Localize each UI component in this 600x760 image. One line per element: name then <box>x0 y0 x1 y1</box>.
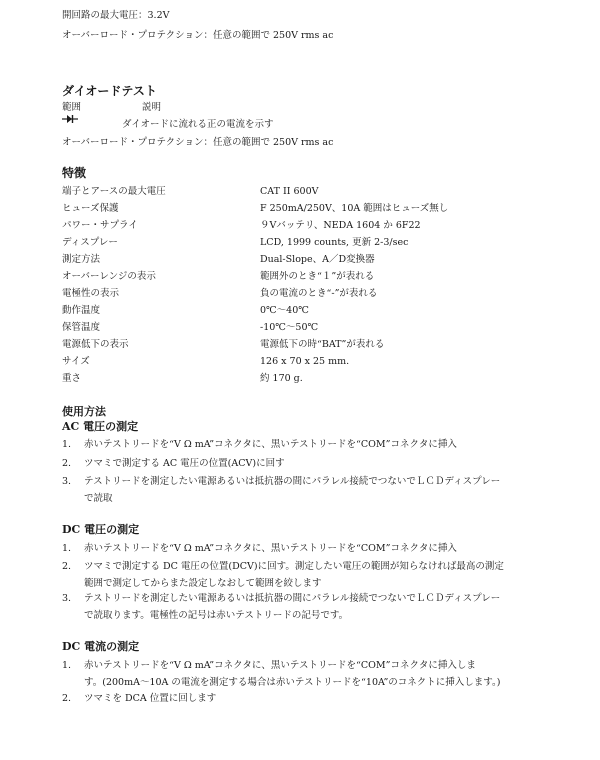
feature-label: オーバーレンジの表示 <box>62 271 156 282</box>
step-text: テストリードを測定したい電源あるいは抵抗器の間にパラレル接続でつないでＬＣＤディスプレー <box>84 476 501 487</box>
step-text: テストリードを測定したい電源あるいは抵抗器の間にパラレル接続でつないでＬＣＤディスプレー <box>84 593 501 604</box>
step-text: で読取ります。電極性の記号は赤いテストリードの記号です。 <box>84 609 349 621</box>
step-text: す。(200mA～10A の電流を測定する場合は赤いテストリードを“10A”のコネクトに挿入します。) <box>84 676 501 688</box>
step-text: 赤いテストリードを“V Ω mA”コネクタに、黒いテストリードを“COM”コネクタに挿入 <box>84 439 457 450</box>
feature-label: ヒューズ保護 <box>62 203 119 214</box>
feature-value: 範囲外のとき“１”が表れる <box>260 271 375 282</box>
feature-label: 端子とアースの最大電圧 <box>62 186 166 197</box>
feature-value: 126 x 70 x 25 mm. <box>260 356 350 367</box>
step-number: 2. <box>62 693 72 704</box>
feature-label: 重さ <box>62 373 82 384</box>
open-circuit-voltage: 開回路の最大電圧：3.2V <box>62 10 170 21</box>
feature-value: CAT II 600V <box>260 186 319 197</box>
feature-value: LCD, 1999 counts, 更新 2-3/sec <box>260 237 409 248</box>
dc-voltage-heading: DC 電圧の測定 <box>62 523 140 536</box>
feature-label: サイズ <box>62 356 90 367</box>
step-number: 1. <box>62 439 72 450</box>
step-text: 赤いテストリードを“V Ω mA”コネクタに、黒いテストリードを“COM”コネクタに挿入しま <box>84 660 476 671</box>
feature-label: 測定方法 <box>62 254 101 265</box>
diode-description-text: ダイオードに流れる正の電流を示す <box>122 119 274 130</box>
diode-test-heading: ダイオードテスト <box>62 84 157 98</box>
feature-label: 動作温度 <box>62 305 101 316</box>
feature-value: F 250mA/250V、10A 範囲はヒューズ無し <box>260 203 449 214</box>
feature-value: ９Vバッテリ、NEDA 1604 か 6F22 <box>260 220 421 231</box>
feature-label: 電極性の表示 <box>62 288 120 299</box>
feature-value: Dual-Slope、A／D変換器 <box>260 254 375 265</box>
dc-current-heading: DC 電流の測定 <box>62 640 140 653</box>
step-text: ツマミを DCA 位置に回します <box>84 693 217 704</box>
step-number: 2. <box>62 458 72 469</box>
usage-heading: 使用方法 <box>62 405 106 418</box>
step-text: ツマミで測定する DC 電圧の位置(DCV)に回す。測定したい電圧の範囲が知らなければ最高の測定 <box>84 561 504 572</box>
step-number: 1. <box>62 660 72 671</box>
feature-label: 保管温度 <box>62 322 101 333</box>
feature-value: 電源低下の時“BAT”が表れる <box>260 339 385 350</box>
features-heading: 特徴 <box>62 166 87 180</box>
step-text: で読取 <box>84 492 113 504</box>
diode-symbol-icon <box>62 113 78 125</box>
feature-value: 約 170 g. <box>260 373 303 384</box>
step-number: 3. <box>62 476 72 487</box>
overload-protection-text: オーバーロード・プロテクション：任意の範囲で 250V rms ac <box>62 30 334 41</box>
step-text: 範囲で測定してからまた設定しなおして範囲を絞します <box>84 577 322 589</box>
feature-label: パワー・サプライ <box>62 220 138 231</box>
diode-description-header: 説明 <box>142 102 162 113</box>
diode-range-header: 範囲 <box>62 102 82 113</box>
feature-value: -10℃～50℃ <box>260 322 319 333</box>
feature-label: 電源低下の表示 <box>62 339 129 350</box>
feature-value: 0℃～40℃ <box>260 305 309 316</box>
step-number: 2. <box>62 561 72 572</box>
diode-overload-text: オーバーロード・プロテクション：任意の範囲で 250V rms ac <box>62 137 334 148</box>
step-number: 1. <box>62 543 72 554</box>
ac-voltage-heading: AC 電圧の測定 <box>62 420 139 433</box>
step-text: ツマミで測定する AC 電圧の位置(ACV)に回す <box>84 458 285 469</box>
step-text: 赤いテストリードを“V Ω mA”コネクタに、黒いテストリードを“COM”コネクタに挿入 <box>84 543 457 554</box>
feature-value: 負の電流のとき“-”が表れる <box>260 288 378 299</box>
step-number: 3. <box>62 593 72 604</box>
feature-label: ディスプレー <box>62 237 118 248</box>
